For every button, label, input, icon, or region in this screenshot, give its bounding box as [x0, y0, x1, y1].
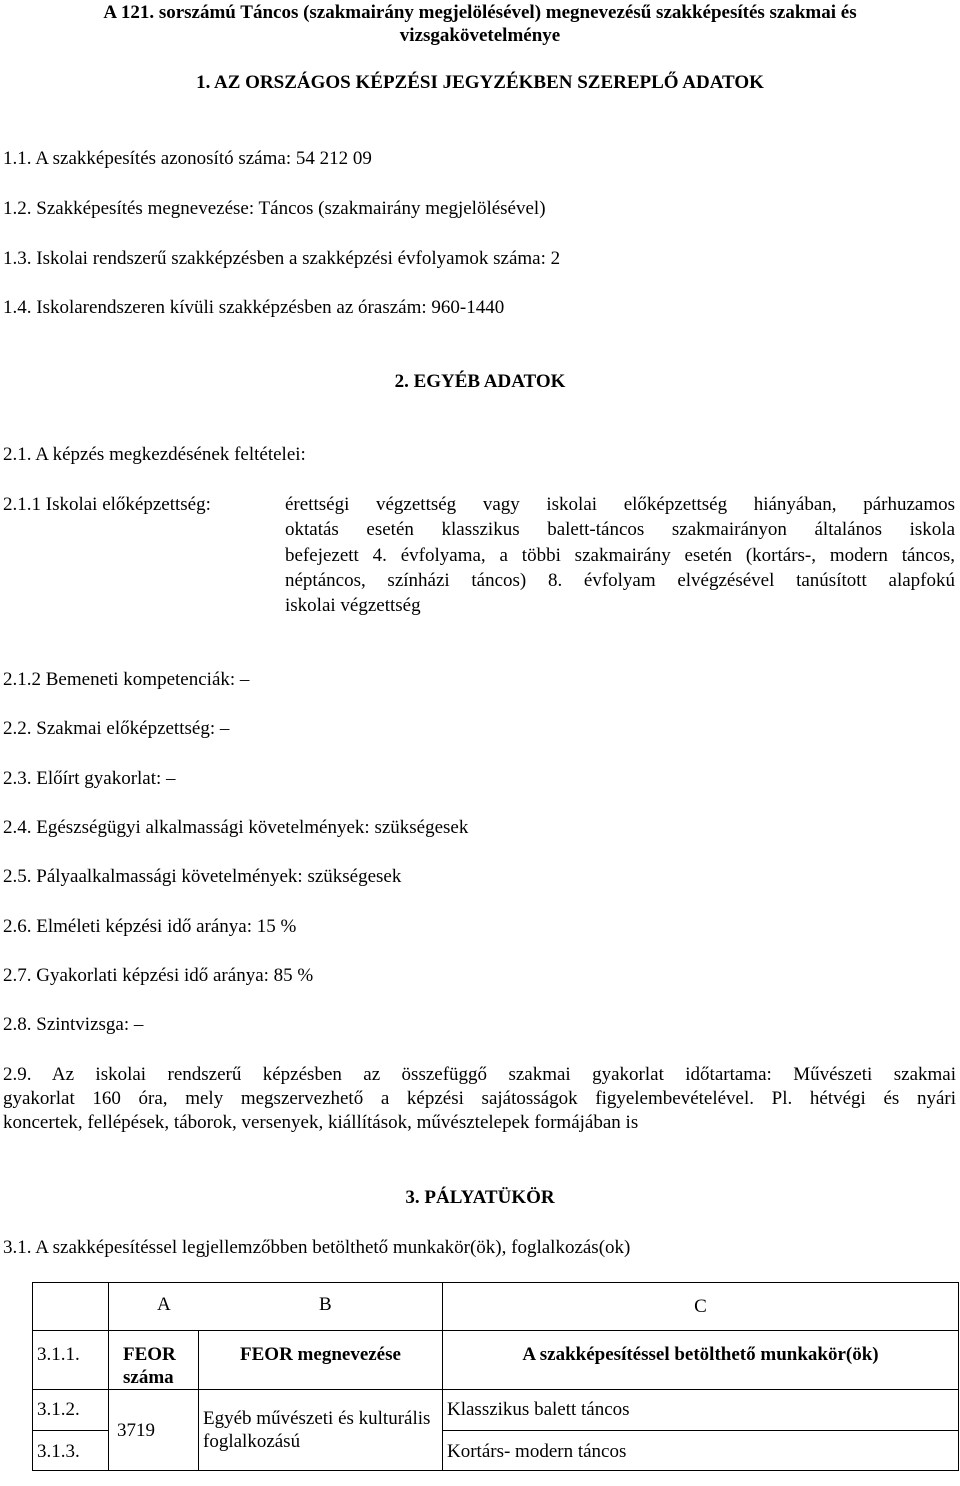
document-title-line-1: A 121. sorszámú Táncos (szakmairány megjelölésével) megnevezésű szakképesítés szakmai és: [103, 2, 857, 23]
occupations-table: [32, 1282, 959, 1471]
item-3-1: 3.1. A szakképesítéssel legjellemzőbben betölthető munkakör(ök), foglalkozás(ok): [3, 1237, 631, 1258]
item-2-1-1-text-line-4: néptáncos, színházi táncos) 8. évfolyam elvégzésével tanúsított alapfokú: [285, 570, 955, 591]
item-1-4: 1.4. Iskolarendszeren kívüli szakképzésben az óraszám: 960-1440: [3, 297, 505, 318]
item-2-8: 2.8. Szintvizsga: –: [3, 1014, 144, 1035]
table-row-job: Kortárs- modern táncos: [443, 1431, 959, 1471]
table-row-job: Klasszikus balett táncos: [443, 1390, 959, 1431]
table-row: [33, 1390, 959, 1431]
item-2-1-1-label: 2.1.1 Iskolai előképzettség:: [3, 494, 211, 515]
item-1-1: 1.1. A szakképesítés azonosító száma: 54 212 09: [3, 148, 372, 169]
table-col-letter-c: C: [443, 1283, 959, 1331]
table-header-job: A szakképesítéssel betölthető munkakör(ök): [443, 1331, 959, 1390]
section-1-heading: 1. AZ ORSZÁGOS KÉPZÉSI JEGYZÉKBEN SZEREPLŐ ADATOK: [196, 72, 764, 93]
table-col-letters-ab: [109, 1283, 443, 1331]
item-2-9-line-2: gyakorlat 160 óra, mely megszervezhető a képzési sajátosságok figyelembevételével. Pl. hétvégi és nyári: [3, 1088, 956, 1109]
item-2-6: 2.6. Elméleti képzési idő aránya: 15 %: [3, 916, 297, 937]
table-header-id: 3.1.1.: [33, 1331, 109, 1390]
item-2-2: 2.2. Szakmai előképzettség: –: [3, 718, 230, 739]
item-1-3: 1.3. Iskolai rendszerű szakképzésben a szakképzési évfolyamok száma: 2: [3, 248, 561, 269]
table-header-feor-name: FEOR megnevezése: [199, 1331, 443, 1390]
item-2-9-line-1: 2.9. Az iskolai rendszerű képzésben az összefüggő szakmai gyakorlat időtartama: Művészeti szakmai: [3, 1064, 956, 1085]
table-feor-name: Egyéb művészeti és kulturális foglalkozású: [199, 1390, 443, 1471]
section-2-heading: 2. EGYÉB ADATOK: [394, 371, 566, 392]
table-col-letter-b: B: [319, 1294, 332, 1315]
item-2-5: 2.5. Pályaalkalmassági követelmények: szükségesek: [3, 866, 402, 887]
table-col-letter-a: A: [157, 1294, 171, 1315]
item-2-9-line-3: koncertek, fellépések, táborok, versenyek, kiállítások, művésztelepek formájában is: [3, 1112, 639, 1133]
item-2-3: 2.3. Előírt gyakorlat: –: [3, 768, 176, 789]
item-2-7: 2.7. Gyakorlati képzési idő aránya: 85 %: [3, 965, 314, 986]
item-2-1-1-text-line-2: oktatás esetén klasszikus balett-táncos szakmairányon általános iskola: [285, 519, 955, 540]
document-title-line-2: vizsgakövetelménye: [399, 25, 561, 46]
item-2-1-1-text-line-5: iskolai végzettség: [285, 595, 421, 616]
table-feor-code: 3719: [109, 1390, 199, 1471]
table-header-feor-code: FEOR száma: [109, 1331, 199, 1390]
table-corner-cell: [33, 1283, 109, 1331]
item-2-1-1-text-line-1: érettségi végzettség vagy iskolai előképzettség hiányában, párhuzamos: [285, 494, 955, 515]
item-1-2: 1.2. Szakképesítés megnevezése: Táncos (szakmairány megjelölésével): [3, 198, 546, 219]
item-2-4: 2.4. Egészségügyi alkalmassági követelmények: szükségesek: [3, 817, 469, 838]
item-2-1-1-text-line-3: befejezett 4. évfolyama, a többi szakmairány esetén (kortárs-, modern táncos,: [285, 545, 955, 566]
item-2-1: 2.1. A képzés megkezdésének feltételei:: [3, 444, 306, 465]
section-3-heading: 3. PÁLYATÜKÖR: [405, 1187, 555, 1208]
item-2-1-2: 2.1.2 Bemeneti kompetenciák: –: [3, 669, 250, 690]
table-row-id: 3.1.3.: [33, 1431, 109, 1471]
table-row-id: 3.1.2.: [33, 1390, 109, 1431]
